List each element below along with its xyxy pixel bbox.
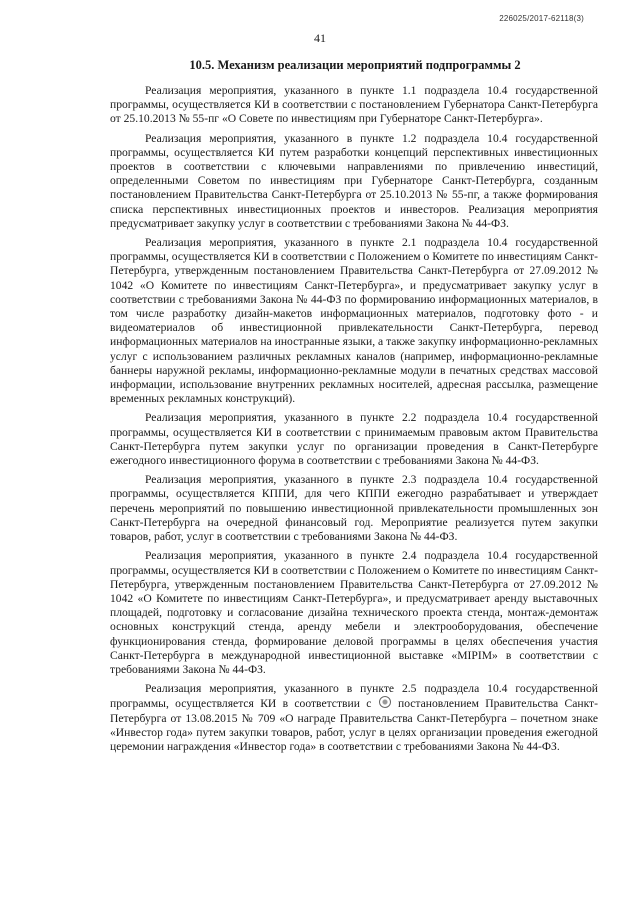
paragraph: Реализация мероприятия, указанного в пункте 2.1 подраздела 10.4 государственной программы, осуществляется КИ в соответствии с Положением о Комитете по инвестициям Санкт-Петербурга, утвержденным постановлением Правительства Санкт-Петербурга от 27.09.2012 № 1042 «О Комитете по инвестициям Санкт-Петербурга», и предусматривает закупку услуг в соответствии с требованиями Закона № 44-ФЗ по формированию информационных материалов, в том числе разработку дизайн-макетов информационных материалов, подготовку фото - и видеоматериалов об инвестиционной привлекательности Санкт-Петербурга, перевод информационных материалов на иностранные языки, а также закупку информационно-рекламных услуг с использованием различных рекламных каналов (например, информационно-рекламные баннеры наружной рекламы, информационно-рекламные модули в печатных средствах массовой информации, использование внутренних рекламных носителей, адресная рассылка, размещение временных рекламных конструкций). (110, 236, 598, 406)
paragraph-text: постановлением Правительства Санкт-Петербурга от 13.08.2015 № 709 «О награде Правительства Санкт-Петербурга – почетном знаке «Инвестор года» путем закупки товаров, работ, услуг в целях организации проведения ежегодной церемонии награждения «Инвестор года» в соответствии с требованиями Закона № 44-ФЗ. (110, 697, 598, 753)
paragraph: Реализация мероприятия, указанного в пункте 2.2 подраздела 10.4 государственной программы, осуществляется КИ в соответствии с принимаемым правовым актом Правительства Санкт-Петербурга путем закупки услуг по организации проведения в Санкт-Петербурге ежегодного инвестиционного форума в соответствии с требованиями Закона № 44-ФЗ. (110, 411, 598, 468)
paragraph-text: Реализация мероприятия, указанного в пункте 2.5 подраздела 10.4 государственной программы, осуществляется КИ в соответствии с (110, 682, 598, 711)
stamp-mark-icon (379, 696, 391, 708)
document-id: 226025/2017-62118(3) (499, 14, 584, 23)
page-number: 41 (314, 31, 326, 45)
paragraph: Реализация мероприятия, указанного в пункте 1.1 подраздела 10.4 государственной программы, осуществляется КИ в соответствии с постановлением Губернатора Санкт-Петербурга от 25.10.2013 № 55-пг «О Совете по инвестициям при Губернаторе Санкт-Петербурга». (110, 84, 598, 126)
paragraph: Реализация мероприятия, указанного в пункте 2.4 подраздела 10.4 государственной программы, осуществляется КИ в соответствии с Положением о Комитете по инвестициям Санкт-Петербурга, утвержденным постановлением Правительства Санкт-Петербурга от 27.09.2012 № 1042 «О Комитете по инвестициям Санкт-Петербурга», и предусматривает аренду выставочных площадей, подготовку и согласование дизайна технического проекта стенда, монтаж-демонтаж основных конструкций стенда, аренду мебели и электрооборудования, обеспечение функционирования стенда, формирование деловой программы в целях обеспечения участия Санкт-Петербурга в международной инвестиционной выставке «MIPIM» в соответствии с требованиями Закона № 44-ФЗ. (110, 549, 598, 676)
document-body (110, 84, 598, 759)
paragraph: Реализация мероприятия, указанного в пункте 2.3 подраздела 10.4 государственной программы, осуществляется КППИ, для чего КППИ ежегодно разрабатывает и утверждает перечень мероприятий по повышению инвестиционной привлекательности промышленных зон Санкт-Петербурга на очередной финансовый год. Мероприятие реализуется путем закупки товаров, работ, услуг в соответствии с требованиями Закона № 44-ФЗ. (110, 473, 598, 544)
paragraph (110, 682, 598, 754)
section-title: 10.5. Механизм реализации мероприятий подпрограммы 2 (189, 58, 521, 72)
paragraph: Реализация мероприятия, указанного в пункте 1.2 подраздела 10.4 государственной программы, осуществляется КИ путем разработки концепций перспективных инвестиционных проектов в соответствии с ключевыми направлениями по привлечению инвестиций, определенными Советом по инвестициям при Губернаторе Санкт-Петербурга, созданным постановлением Правительства Санкт-Петербурга от 25.10.2013 № 55-пг, а также формирования списка перспективных инвестиционных проектов и инвесторов. Реализация мероприятия предусматривает закупку услуг в соответствии с требованиями Закона № 44-ФЗ. (110, 131, 598, 230)
